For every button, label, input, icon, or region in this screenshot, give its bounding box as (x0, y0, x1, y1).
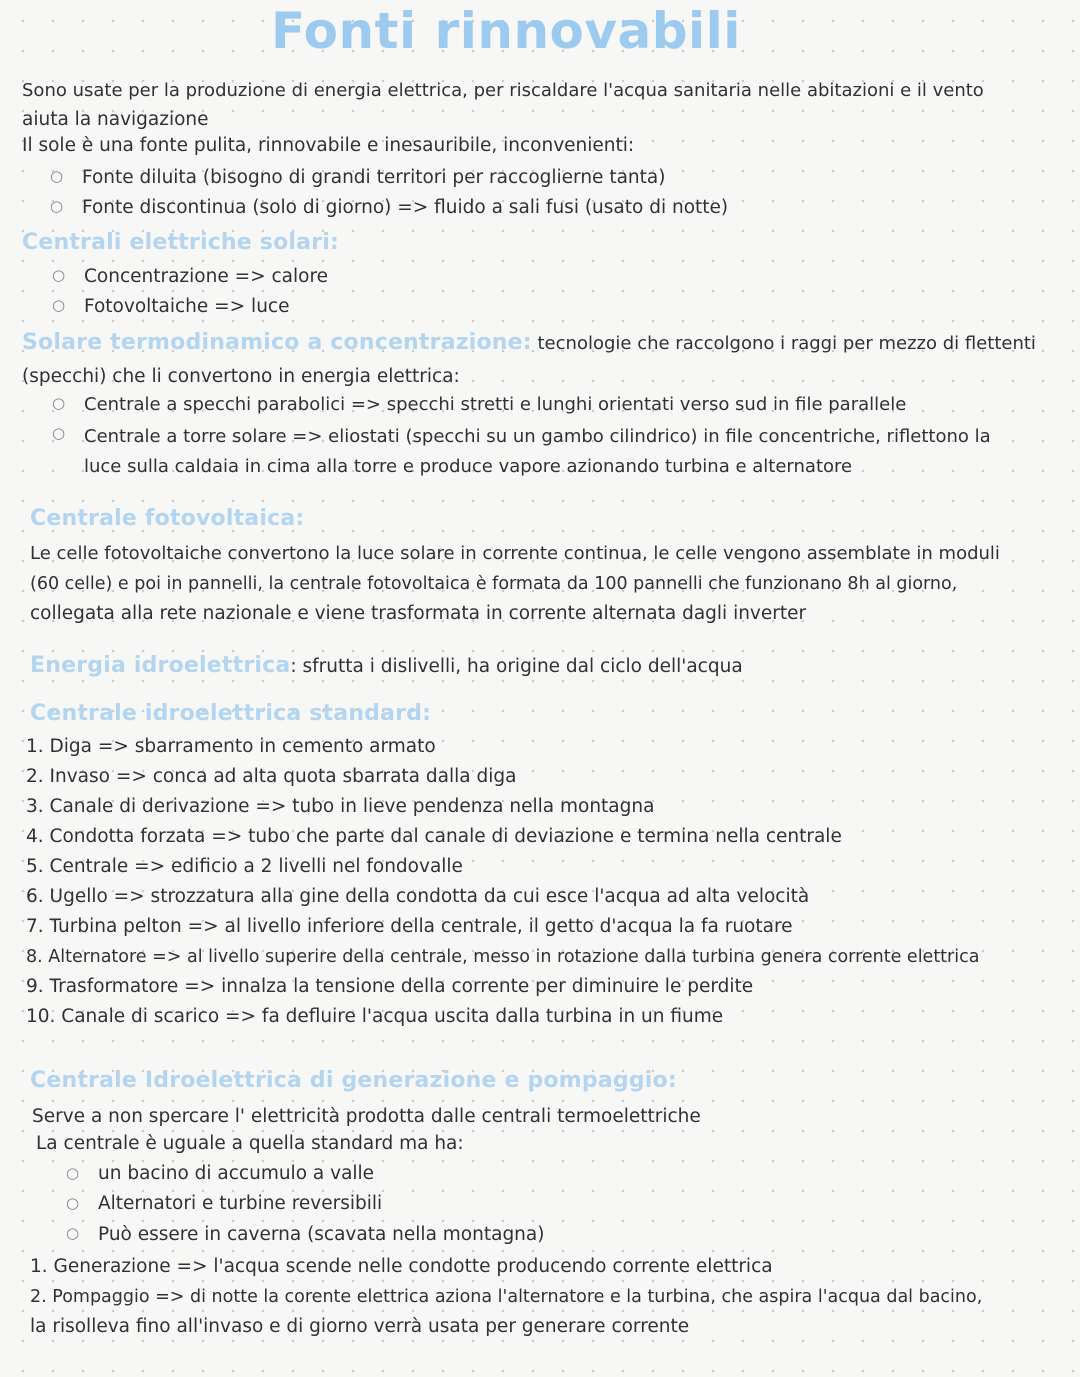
list-item: Fonte discontinua (solo di giorno) => fluido a sali fusi (usato di notte) (82, 197, 729, 218)
list-item: Concentrazione => calore (84, 266, 329, 287)
numbered-item: 10. Canale di scarico => fa defluire l'acqua uscita dalla turbina in un fiume (26, 1006, 724, 1027)
bullet-icon: ○ (66, 1194, 80, 1212)
section-heading: Centrale fotovoltaica: (30, 506, 305, 531)
paragraph-line: collegata alla rete nazionale e viene trasformata in corrente alternata dagli inverter (30, 603, 807, 624)
numbered-item: 7. Turbina pelton => al livello inferiore della centrale, il getto d'acqua la fa ruotare (26, 916, 793, 937)
page-title: Fonti rinnovabili (271, 2, 741, 60)
section-heading: Energia idroelettrica (30, 653, 291, 678)
numbered-item: 1. Diga => sbarramento in cemento armato (26, 736, 436, 757)
bullet-icon: ○ (50, 167, 64, 185)
numbered-item: 1. Generazione => l'acqua scende nelle condotte producendo corrente elettrica (30, 1256, 773, 1277)
numbered-item: 9. Trasformatore => innalza la tensione della corrente per diminuire le perdite (26, 976, 754, 997)
paragraph-line (22, 330, 1036, 357)
paragraph-line (30, 653, 743, 680)
bullet-icon: ○ (66, 1224, 80, 1242)
list-item-continuation: la risolleva fino all'invaso e di giorno verrà usata per generare corrente (30, 1316, 690, 1337)
paragraph-line: La centrale è uguale a quella standard ma ha: (36, 1133, 464, 1154)
numbered-item: 2. Invaso => conca ad alta quota sbarrata dalla diga (26, 766, 517, 787)
list-item: Fonte diluita (bisogno di grandi territori per raccoglierne tanta) (82, 167, 666, 188)
section-heading: Centrale idroelettrica standard: (30, 701, 432, 726)
section-heading: Centrale Idroelettrica di generazione e pompaggio: (30, 1068, 677, 1093)
paragraph-line: Le celle fotovoltaiche convertono la luce solare in corrente continua, le celle vengono assemblate in moduli (30, 543, 1000, 564)
bullet-icon: ○ (52, 424, 66, 442)
intro-line: Sono usate per la produzione di energia elettrica, per riscaldare l'acqua sanitaria nelle abitazioni e il vento (22, 80, 984, 101)
paragraph-text: tecnologie che raccolgono i raggi per mezzo di flettenti (531, 333, 1036, 354)
list-item-continuation: luce sulla caldaia in cima alla torre e produce vapore azionando turbina e alternatore (84, 456, 853, 477)
bullet-icon: ○ (52, 394, 66, 412)
intro-line: Il sole è una fonte pulita, rinnovabile e inesauribile, inconvenienti: (22, 135, 635, 156)
numbered-item: 5. Centrale => edificio a 2 livelli nel fondovalle (26, 856, 463, 877)
section-heading: Solare termodinamico a concentrazione: (22, 330, 532, 355)
numbered-item: 3. Canale di derivazione => tubo in lieve pendenza nella montagna (26, 796, 655, 817)
intro-line: aiuta la navigazione (22, 109, 209, 130)
numbered-item: 4. Condotta forzata => tubo che parte dal canale di deviazione e termina nella centrale (26, 826, 842, 847)
bullet-icon: ○ (50, 197, 64, 215)
bullet-icon: ○ (52, 266, 66, 284)
numbered-item: 2. Pompaggio => di notte la corente elettrica aziona l'alternatore e la turbina, che aspira l'acqua dal bacino, (30, 1287, 983, 1307)
list-item: Centrale a specchi parabolici => specchi stretti e lunghi orientati verso sud in file parallele (84, 394, 907, 415)
numbered-item: 8. Alternatore => al livello superire della centrale, messo in rotazione dalla turbina genera corrente elettrica (26, 947, 980, 967)
paragraph-line: (specchi) che li convertono in energia elettrica: (22, 366, 460, 387)
list-item: Può essere in caverna (scavata nella montagna) (98, 1224, 545, 1245)
bullet-icon: ○ (52, 296, 66, 314)
paragraph-line: (60 celle) e poi in pannelli, la centrale fotovoltaica è formata da 100 pannelli che funzionano 8h al giorno, (30, 574, 958, 594)
list-item: Fotovoltaiche => luce (84, 296, 290, 317)
list-item: Alternatori e turbine reversibili (98, 1193, 383, 1214)
numbered-item: 6. Ugello => strozzatura alla gine della condotta da cui esce l'acqua ad alta velocità (26, 886, 810, 907)
paragraph-text: : sfrutta i dislivelli, ha origine dal ciclo dell'acqua (290, 656, 743, 677)
list-item: Centrale a torre solare => eliostati (specchi su un gambo cilindrico) in file concentriche, riflettono la (84, 426, 991, 447)
bullet-icon: ○ (66, 1164, 80, 1182)
list-item: un bacino di accumulo a valle (98, 1163, 375, 1184)
section-heading: Centrali elettriche solari: (22, 230, 339, 255)
paragraph-line: Serve a non spercare l' elettricità prodotta dalle centrali termoelettriche (32, 1106, 701, 1127)
